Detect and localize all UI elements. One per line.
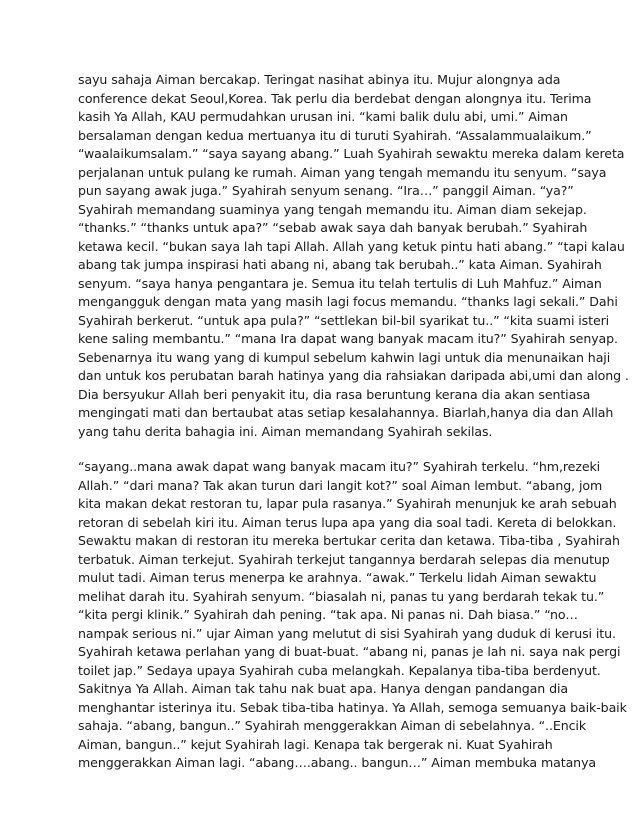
text-line: Sebenarnya itu wang yang di kumpul sebelum kahwin lagi untuk dia menunaikan haji — [78, 349, 611, 365]
text-line: sahaja. “abang, bangun..” Syahirah menggerakkan Aiman di sebelahnya. “..Encik — [78, 718, 587, 733]
text-line: “waalaikumsalam.” “saya sayang abang.” Luah Syahirah sewaktu mereka dalam kereta — [78, 146, 625, 161]
text-line: mulut tadi. Aiman terus menerpa ke arahnya. “awak.” Terkelu lidah Aiman sewaktu — [78, 570, 597, 585]
text-line: Sewaktu makan di restoran itu mereka bertukar cerita dan ketawa. Tiba-tiba , Syahirah — [78, 533, 620, 548]
text-line: terbatuk. Aiman terkejut. Syahirah terkejut tangannya berdarah selepas dia menutup — [78, 551, 610, 567]
text-line: kene saling membantu.” “mana Ira dapat wang banyak macam itu?” Syahirah senyap. — [78, 331, 618, 346]
text-line: menghantar isterinya itu. Sebak tiba-tiba hatinya. Ya Allah, semoga semuanya baik-baik — [78, 699, 627, 715]
text-line: dan untuk kos perubatan barah hatinya yang dia rahsiakan daripada abi,umi dan along . — [78, 368, 629, 383]
text-line: abang tak jumpa inspirasi hati abang ni, abang tak berubah..” kata Aiman. Syahirah — [78, 257, 602, 272]
text-line: Dia bersyukur Allah beri penyakit itu, dia rasa beruntung kerana dia akan sentiasa — [78, 386, 591, 402]
text-line: mengangguk dengan mata yang masih lagi focus memandu. “thanks lagi sekali.” Dahi — [78, 294, 618, 309]
text-line: menggerakkan Aiman lagi. “abang….abang.. bangun…” Aiman membuka matanya — [78, 755, 597, 770]
text-line: “sayang..mana awak dapat wang banyak macam itu?” Syahirah terkelu. “hm,rezeki — [78, 459, 601, 474]
text-line: kita makan dekat restoran tu, lapar pula rasanya.” Syahirah menunjuk ke arah sebuah — [78, 496, 617, 511]
text-line: Syahirah ketawa perlahan yang di buat-buat. “abang ni, panas je lah ni. saya nak pergi — [78, 644, 621, 659]
text-line: nampak serious ni.” ujar Aiman yang melutut di sisi Syahirah yang duduk di kerusi itu. — [78, 625, 616, 641]
text-line: retoran di sebelah kiri itu. Aiman terus lupa apa yang dia soal tadi. Kereta di belokkan. — [78, 514, 617, 530]
text-line: mengingati mati dan bertaubat atas setiap kesalahannya. Biarlah,hanya dia dan Allah — [78, 405, 614, 420]
text-line: senyum. “saya hanya pengantara je. Semua itu telah tertulis di Luh Mahfuz.” Aiman — [78, 275, 602, 291]
text-line: sayu sahaja Aiman bercakap. Teringat nasihat abinya itu. Mujur alongnya ada — [78, 72, 561, 87]
text-line: pun sayang awak juga.” Syahirah senyum senang. “Ira…” panggil Aiman. “ya?” — [78, 183, 574, 198]
paragraph-1 — [78, 71, 629, 441]
text-line: perjalanan untuk pulang ke rumah. Aiman yang tengah memandu itu senyum. “saya — [78, 164, 607, 180]
text-line: conference dekat Seoul,Korea. Tak perlu dia berdebat dengan alongnya itu. Terima — [78, 90, 592, 106]
text-line: toilet jap.” Sedaya upaya Syahirah cuba melangkah. Kepalanya tiba-tiba berdenyut. — [78, 662, 601, 678]
text-line: Syahirah memandang suaminya yang tengah memandu itu. Aiman diam sekejap. — [78, 201, 587, 217]
text-line: “kita pergi klinik.” Syahirah dah pening. “tak apa. Ni panas ni. Dah biasa.” “no… — [78, 607, 578, 622]
text-line: ketawa kecil. “bukan saya lah tapi Allah. Allah yang ketuk pintu hati abang.” “tapi kalau — [78, 238, 625, 254]
text-line: kasih Ya Allah, KAU permudahkan urusan ini. “kami balik dulu abi, umi.” Aiman — [78, 109, 568, 124]
text-line: Syahirah berkerut. “untuk apa pula?” “settlekan bil-bil syarikat tu..” “kita suami isteri — [78, 312, 610, 328]
text-line: melihat darah itu. Syahirah senyum. “biasalah ni, panas tu yang berdarah tekak tu.” — [78, 588, 605, 604]
text-line: bersalaman dengan kedua mertuanya itu di turuti Syahirah. “Assalammualaikum.” — [78, 127, 592, 143]
paragraph-2 — [78, 458, 627, 773]
text-line: Allah.” “dari mana? Tak akan turun dari langit kot?” soal Aiman lembut. “abang, jom — [78, 477, 603, 493]
text-line: yang tahu derita bahagia ini. Aiman memandang Syahirah sekilas. — [78, 423, 493, 439]
text-line: Aiman, bangun..” kejut Syahirah lagi. Kenapa tak bergerak ni. Kuat Syahirah — [78, 736, 553, 752]
text-line: “thanks.” “thanks untuk apa?” “sebab awak saya dah banyak berubah.” Syahirah — [78, 220, 588, 235]
text-line: Sakitnya Ya Allah. Aiman tak tahu nak buat apa. Hanya dengan pandangan dia — [78, 681, 568, 696]
